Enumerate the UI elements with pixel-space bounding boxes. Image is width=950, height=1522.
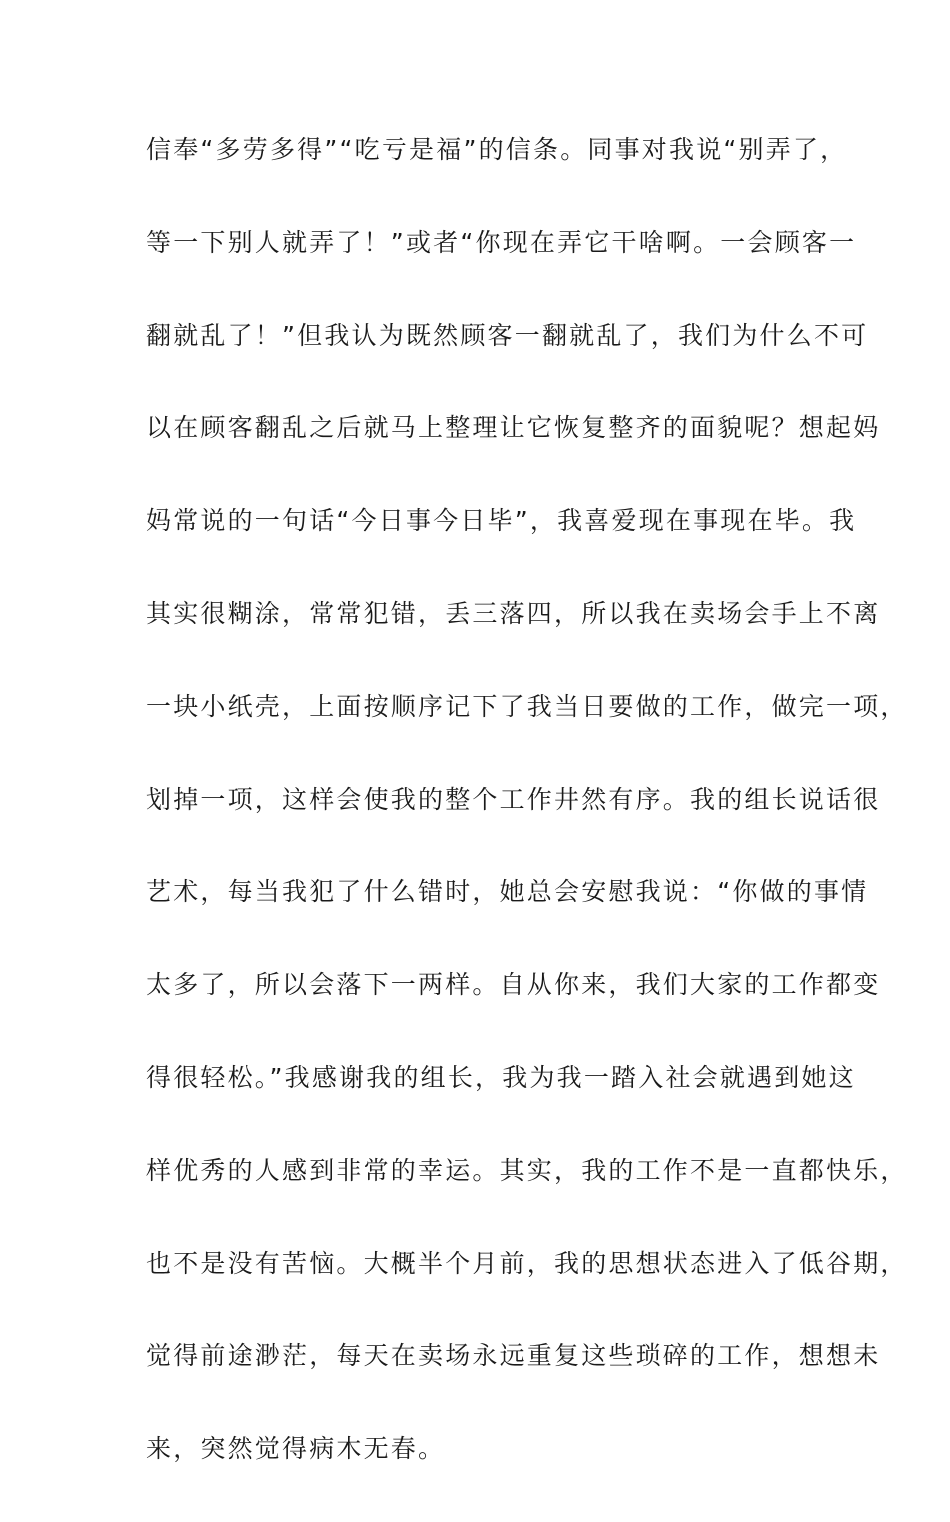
text-line: 一块小纸壳，上面按顺序记下了我当日要做的工作，做完一项， [146,691,908,721]
text-line: 觉得前途渺茫，每天在卖场永远重复这些琐碎的工作，想想未 [146,1341,881,1371]
text-line: 信奉“多劳多得”“吃亏是福”的信条。同事对我说“别弄了， [146,135,848,164]
text-line: 得很轻松。”我感谢我的组长，我为我一踏入社会就遇到她这 [146,1062,856,1092]
text-line: 翻就乱了！”但我认为既然顾客一翻就乱了，我们为什么不可 [146,320,869,350]
text-line: 样优秀的人感到非常的幸运。其实，我的工作不是一直都快乐， [146,1155,908,1185]
text-line: 以在顾客翻乱之后就马上整理让它恢复整齐的面貌呢？想起妈 [146,413,881,443]
text-line: 妈常说的一句话“今日事今日毕”，我喜爱现在事现在毕。我 [146,506,857,536]
text-line: 太多了，所以会落下一两样。自从你来，我们大家的工作都变 [146,970,881,1000]
text-line: 艺术，每当我犯了什么错时，她总会安慰我说：“你做的事情 [146,877,869,907]
text-line: 划掉一项，这样会使我的整个工作井然有序。我的组长说话很 [146,784,881,814]
text-line: 其实很糊涂，常常犯错，丢三落四，所以我在卖场会手上不离 [146,598,881,628]
body-paragraph [146,130,908,1522]
text-line: 来，突然觉得病木无春。 [146,1434,446,1464]
text-line: 等一下别人就弄了！”或者“你现在弄它干啥啊。一会顾客一 [146,227,857,257]
text-line: 也不是没有苦恼。大概半个月前，我的思想状态进入了低谷期， [146,1248,908,1278]
